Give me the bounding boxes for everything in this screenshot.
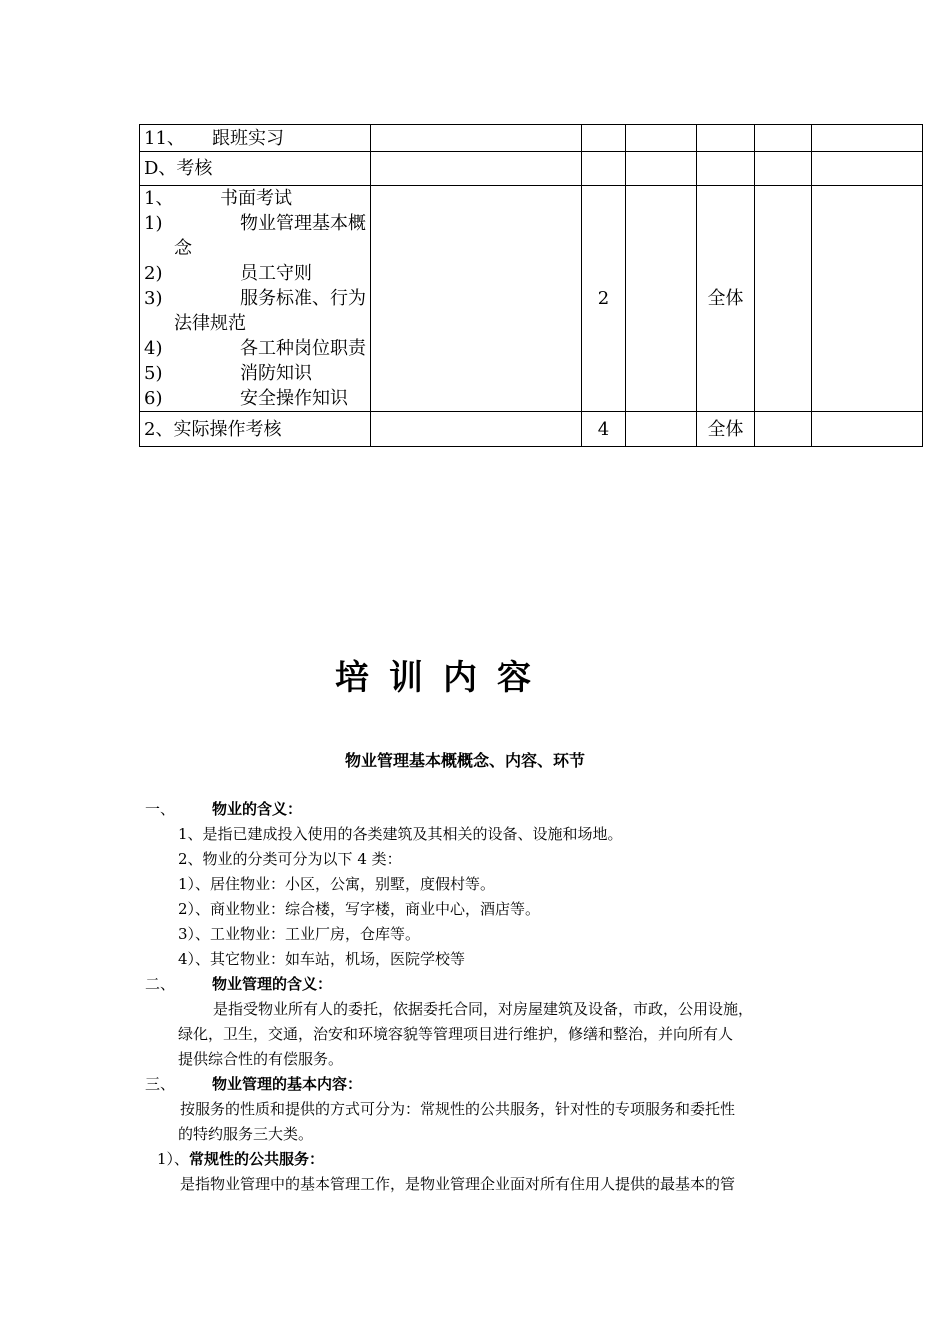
training-schedule-table (139, 124, 923, 447)
item-text: 员工守则 (240, 263, 312, 284)
document-body (145, 797, 825, 1197)
table-cell-participants: 全体 (697, 412, 755, 447)
paragraph: 的特约服务三大类。 (178, 1125, 314, 1143)
page-subtitle: 物业管理基本概概念、内容、环节 (344, 751, 585, 770)
paragraph: 1、是指已建成投入使用的各类建筑及其相关的设备、设施和场地。 (178, 825, 623, 843)
page-title: 培训内容 (335, 658, 551, 698)
item-text: 消防知识 (240, 363, 312, 384)
paragraph: 2、物业的分类可分为以下 4 类： (178, 850, 402, 868)
item-text: 书面考试 (220, 188, 292, 209)
section-number: 一、 (145, 800, 176, 818)
list-item: 1）、居住物业：小区，公寓，别墅，度假村等。 (178, 875, 496, 893)
item-text: 服务标准、行为 (240, 288, 366, 309)
section-heading (145, 972, 825, 997)
item-text-continued: 念 (174, 238, 192, 259)
item-text: 各工种岗位职责 (240, 338, 366, 359)
paragraph: 绿化，卫生，交通，治安和环境容貌等管理项目进行维护，修缮和整治，并向所有人 (178, 1025, 734, 1043)
table-cell-item (140, 125, 371, 152)
table-cell-item: D、考核 (140, 152, 371, 186)
item-number: 2) (144, 263, 163, 284)
item-number: 1) (144, 213, 163, 234)
item-text: 跟班实习 (212, 127, 284, 149)
section-heading (145, 1072, 825, 1097)
table-cell-participants: 全体 (697, 186, 755, 412)
table-cell-hours: 4 (582, 412, 626, 447)
section-number: 三、 (145, 1075, 176, 1093)
table-cell-item (140, 186, 371, 412)
item-number: 1、 (144, 188, 174, 209)
item-text: 物业管理基本概 (240, 213, 366, 234)
subsection-number: 1）、 (157, 1150, 190, 1168)
paragraph: 是指受物业所有人的委托，依据委托合同，对房屋建筑及设备，市政，公用设施， (213, 1000, 754, 1018)
section-title: 物业管理的含义： (212, 975, 333, 993)
item-text-continued: 法律规范 (174, 313, 246, 334)
item-number: 3) (144, 288, 163, 309)
item-text: 安全操作知识 (240, 388, 348, 409)
item-number: 4) (144, 338, 163, 359)
paragraph: 提供综合性的有偿服务。 (178, 1050, 344, 1068)
list-item: 3）、工业物业：工业厂房，仓库等。 (178, 925, 421, 943)
list-item: 2）、商业物业：综合楼，写字楼，商业中心，酒店等。 (178, 900, 541, 918)
section-number: 二、 (145, 975, 176, 993)
subsection-title: 常规性的公共服务： (189, 1150, 325, 1168)
paragraph: 按服务的性质和提供的方式可分为：常规性的公共服务，针对性的专项服务和委托性 (180, 1100, 736, 1118)
item-number: 11、 (144, 127, 185, 149)
subsection-heading (145, 1147, 825, 1172)
paragraph: 是指物业管理中的基本管理工作，是物业管理企业面对所有住用人提供的最基本的管 (180, 1175, 736, 1193)
section-heading (145, 797, 825, 822)
list-item: 4）、其它物业：如车站，机场，医院学校等 (178, 950, 466, 968)
item-number: 6) (144, 388, 163, 409)
item-number: 5) (144, 363, 163, 384)
table-row (140, 152, 923, 186)
table-row (140, 412, 923, 447)
table-cell-hours: 2 (582, 186, 626, 412)
section-title: 物业管理的基本内容： (212, 1075, 363, 1093)
table-row (140, 125, 923, 152)
section-title: 物业的含义： (212, 800, 303, 818)
table-row (140, 186, 923, 412)
table-cell-item: 2、实际操作考核 (140, 412, 371, 447)
